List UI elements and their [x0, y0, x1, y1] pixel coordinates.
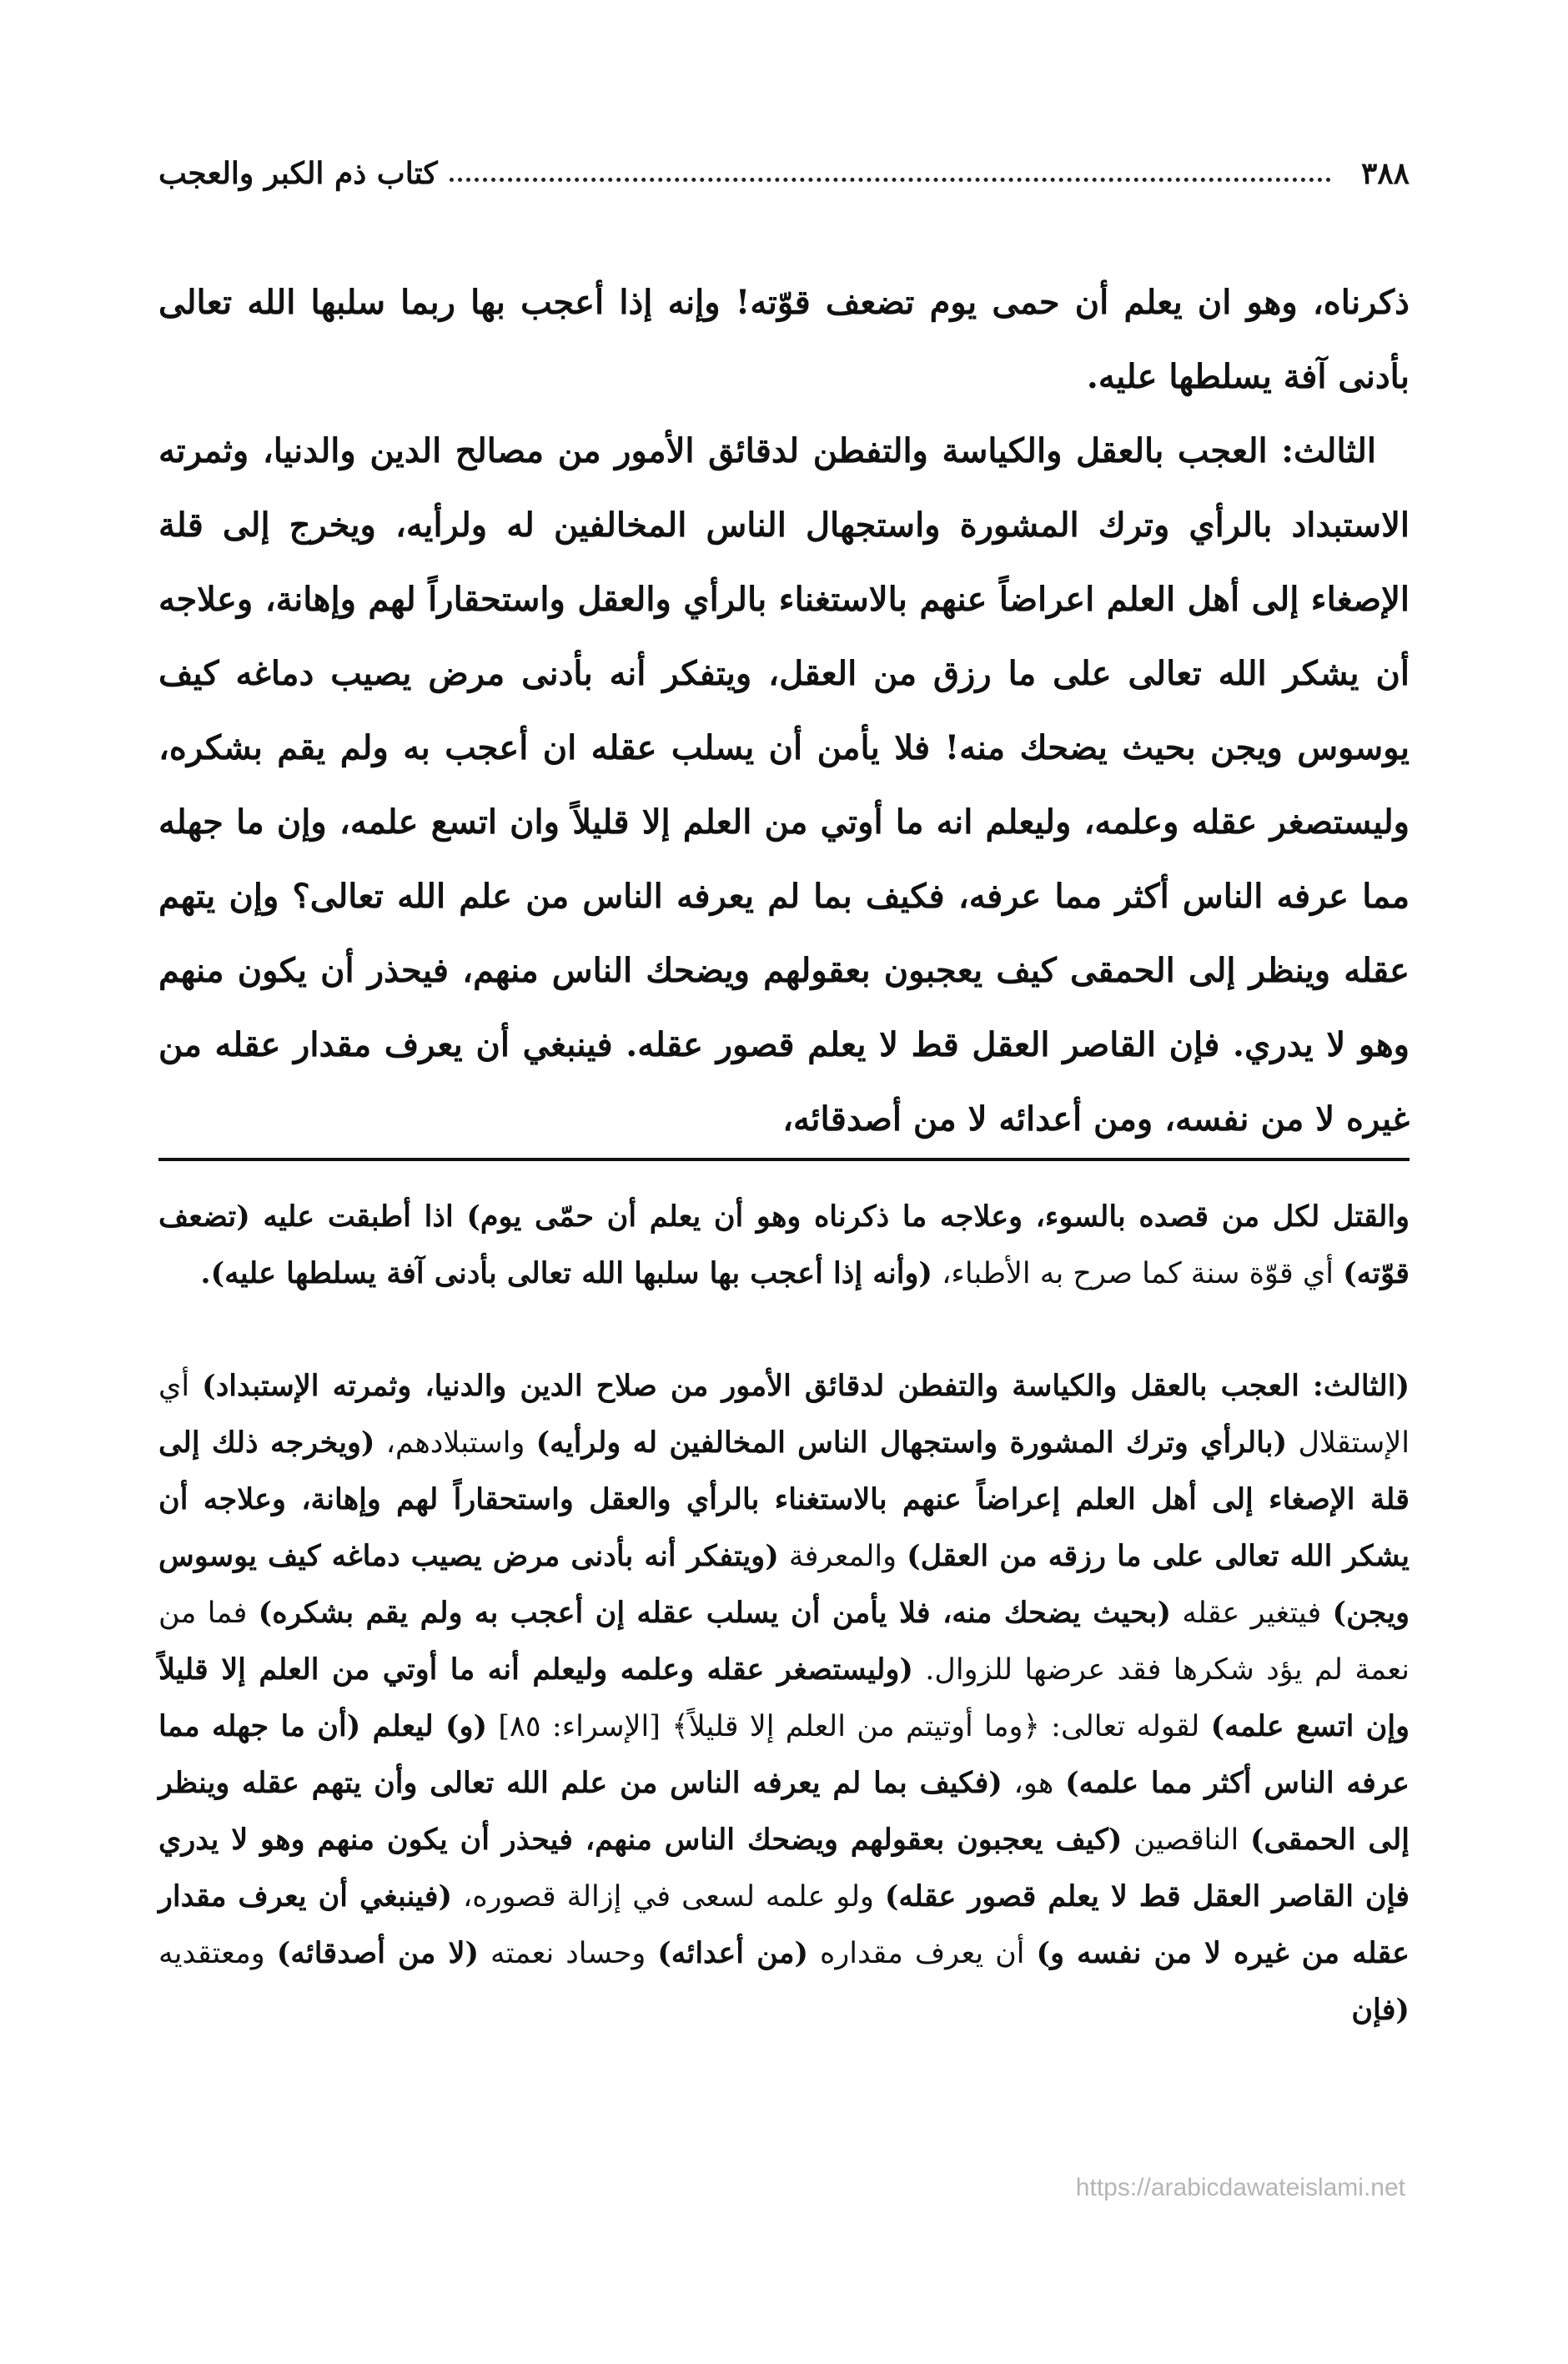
- commentary-gloss: الناقصين: [1122, 1823, 1250, 1857]
- commentary-quote: (ويتفكر أنه بأدنى مرض يصيب دماغه كيف يوسوس ويجن): [158, 1539, 1410, 1630]
- dotted-leader: [450, 178, 1331, 182]
- main-paragraph-1: ذكرناه، وهو ان يعلم أن حمى يوم تضعف قوّته! وإنه إذا أعجب بها ربما سلبها الله تعالى بأدنى آفة يسلطها عليه.: [158, 283, 1410, 396]
- commentary-quote: (و) ليعلم (أن ما جهله مما عرفه الناس أكثر مما علمه): [158, 1709, 1410, 1800]
- commentary-quote: (ويخرجه ذلك إلى قلة الإصغاء إلى أهل العلم إعراضاً عنهم بالاستغناء بالرأي والعقل واستحقاراً لهم وإهانة، وعلاجه أن يشكر الله تعالى على ما رزقه من العقل): [158, 1426, 1410, 1573]
- book-title: كتاب ذم الكبر والعجب: [158, 156, 438, 191]
- commentary-gloss: وحساد نعمته: [479, 1937, 658, 1970]
- paragraph-gap: [158, 1302, 1410, 1358]
- footnote-separator: [158, 1158, 1410, 1161]
- commentary-quote: (الثالث: العجب بالعقل والكياسة والتفطن لدقائق الأمور من صلاح الدين والدنيا، وثمرته الإستبداد): [202, 1369, 1410, 1403]
- commentary: [158, 1189, 1410, 2039]
- commentary-gloss: أن يعرف مقداره: [808, 1937, 1037, 1970]
- commentary-paragraph-2: [158, 1358, 1410, 2039]
- commentary-gloss: أي قوّة سنة كما صرح به الأطباء،: [932, 1257, 1344, 1290]
- commentary-quote: والقتل لكل من قصده بالسوء، وعلاجه ما ذكرناه وهو أن يعلم أن حمّى يوم) اذا أطبقت عليه (تضعف قوّته): [158, 1200, 1410, 1290]
- commentary-gloss: فيتغير عقله: [1171, 1597, 1333, 1630]
- running-head: [158, 148, 1410, 199]
- commentary-quote: (وأنه إذا أعجب بها سلبها الله تعالى بأدنى آفة يسلطها عليه).: [200, 1256, 932, 1290]
- main-text: [158, 265, 1410, 1156]
- commentary-gloss: فما من نعمة لم يؤد شكرها فقد عرضها للزوال.: [158, 1597, 1410, 1687]
- commentary-quote: (فكيف بما لم يعرفه الناس من علم الله تعالى وأن يتهم عقله وينظر إلى الحمقى): [158, 1766, 1410, 1857]
- page-number: ٣٨٨: [1360, 156, 1410, 191]
- commentary-gloss: والمعرفة: [778, 1540, 907, 1573]
- commentary-quote: (وليستصغر عقله وعلمه وليعلم أنه ما أوتي من العلم إلا قليلاً وإن اتسع علمه): [158, 1652, 1410, 1743]
- commentary-quote: (كيف يعجبون بعقولهم ويضحك الناس منهم، فيحذر أن يكون منهم وهو لا يدري فإن القاصر العقل قط لا يعلم قصور عقله): [158, 1823, 1410, 1914]
- commentary-quote: (فإن: [1351, 1993, 1410, 2027]
- commentary-gloss: أي الإستقلال: [158, 1370, 1410, 1460]
- commentary-gloss: ولو علمه لسعى في إزالة قصوره،: [452, 1880, 885, 1914]
- commentary-quote: (بالرأي وترك المشورة واستجهال الناس المخالفين له ولرأيه): [535, 1426, 1288, 1460]
- commentary-quote: (فينبغي أن يعرف مقدار عقله من غيره لا من نفسه و): [158, 1879, 1410, 1970]
- main-paragraph-2: الثالث: العجب بالعقل والكياسة والتفطن لدقائق الأمور من مصالح الدين والدنيا، وثمرته الاستبداد بالرأي وترك المشورة واستجهال الناس المخالفين له ولرأيه، ويخرج إلى قلة الإصغاء إلى أهل العلم اعراضاً عنهم بالاستغناء بالرأي والعقل واستحقاراً لهم وإهانة، وعلاجه أن يشكر الله تعالى على ما رزق من العقل، ويتفكر أنه بأدنى مرض يصيب دماغه كيف يوسوس ويجن بحيث يضحك منه! فلا يأمن أن يسلب عقله ان أعجب به ولم يقم بشكره، وليستصغر عقله وعلمه، وليعلم انه ما أوتي من العلم إلا قليلاً وان اتسع علمه، وإن ما جهله مما عرفه الناس أكثر مما عرفه، فكيف بما لم يعرفه الناس من علم الله تعالى؟ وإن يتهم عقله وينظر إلى الحمقى كيف يعجبون بعقولهم ويضحك الناس منهم، فيحذر أن يكون منهم وهو لا يدري. فإن القاصر العقل قط لا يعلم قصور عقله. فينبغي أن يعرف مقدار عقله من غيره لا من نفسه، ومن أعدائه لا من أصدقائه،: [158, 431, 1410, 1139]
- commentary-gloss: هو،: [1002, 1767, 1066, 1800]
- commentary-quote: (من أعدائه): [657, 1936, 809, 1970]
- watermark-url: https://arabicdawateislami.net: [1075, 2174, 1405, 2201]
- commentary-gloss: ومعتقديه: [158, 1937, 277, 1970]
- commentary-gloss: لقوله تعالى: ﴿وما أوتيتم من العلم إلا قليلاً﴾ [الإسراء: ٨٥]: [487, 1710, 1211, 1743]
- commentary-quote: (بحيث يضحك منه، فلا يأمن أن يسلب عقله إن أعجب به ولم يقم بشكره): [258, 1596, 1172, 1630]
- commentary-gloss: واستبلادهم،: [374, 1426, 536, 1460]
- commentary-quote: (لا من أصدقائه): [276, 1936, 480, 1970]
- commentary-paragraph-1: [158, 1189, 1410, 1302]
